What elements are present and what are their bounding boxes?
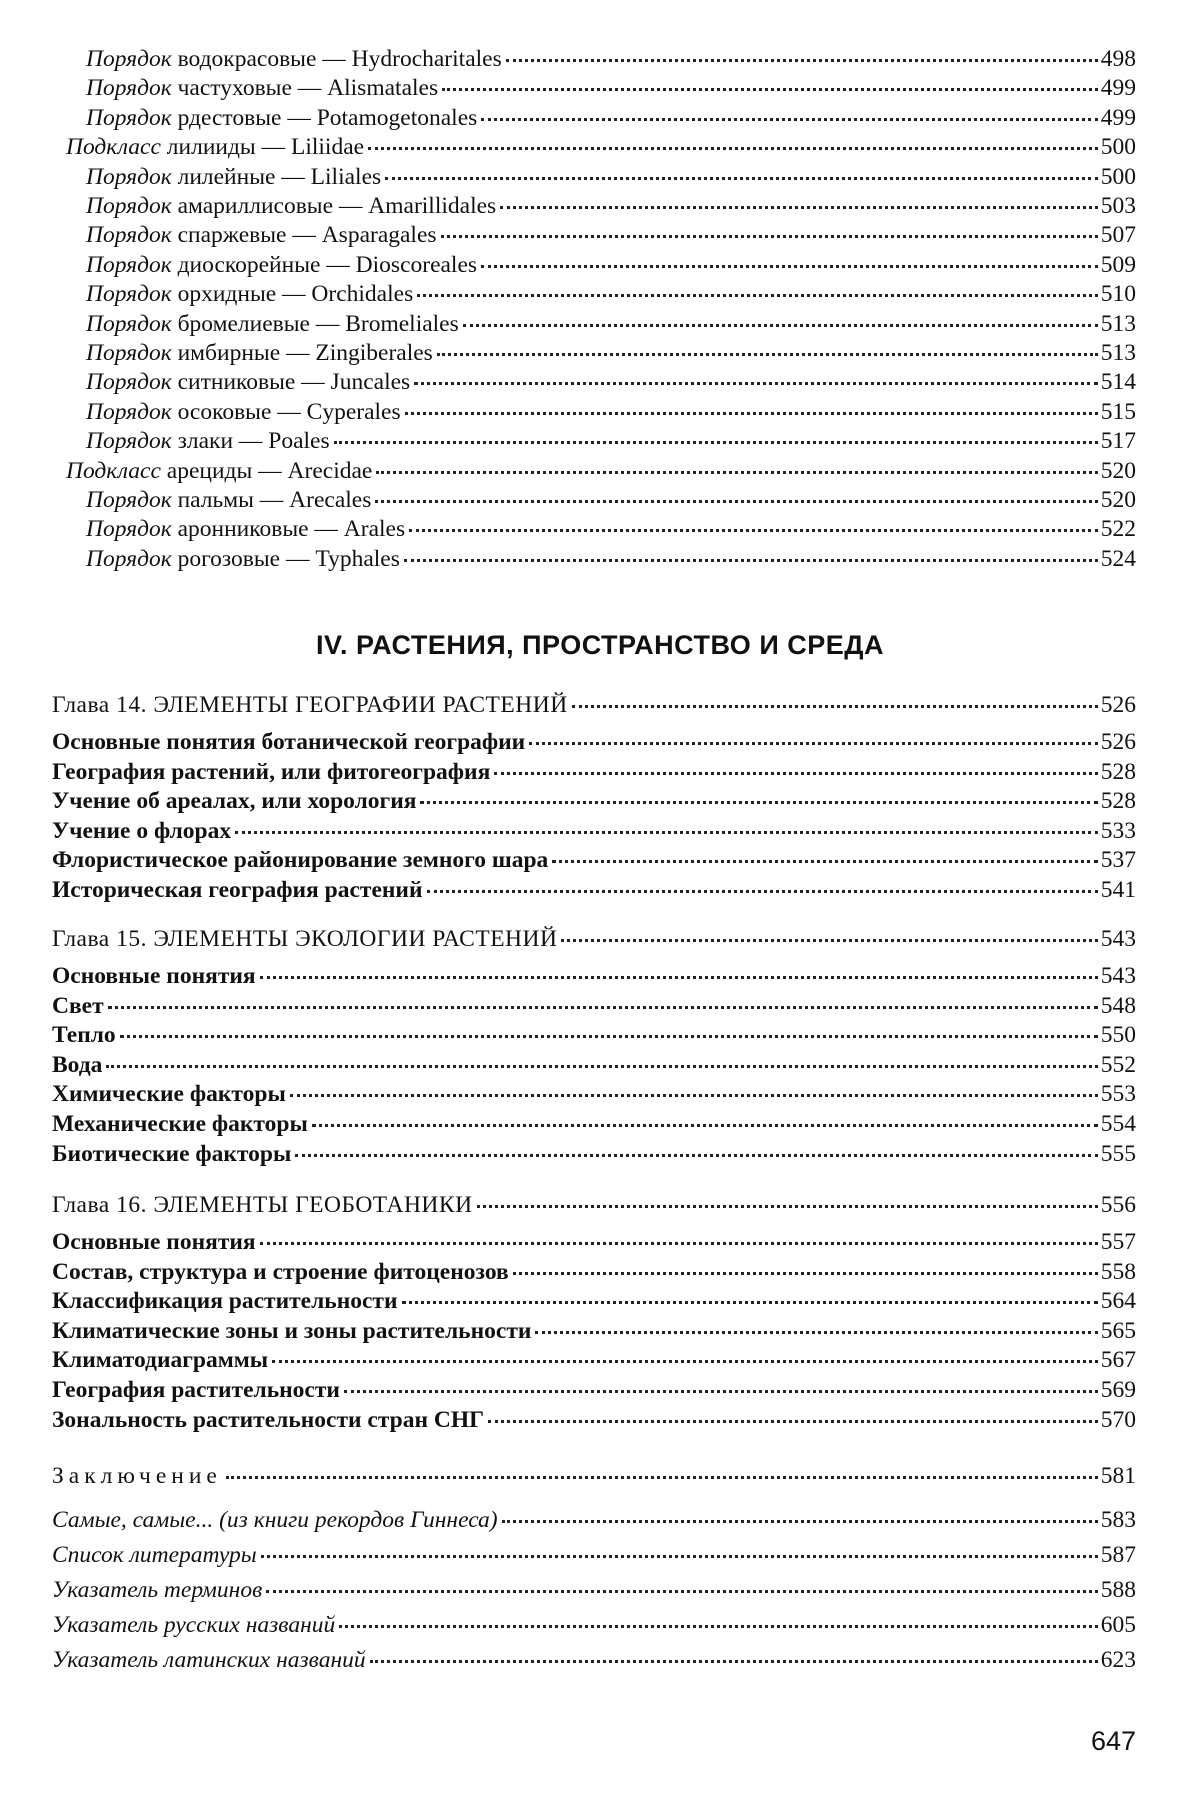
dot-leader — [120, 1034, 1098, 1038]
entry-label: Механические факторы — [52, 1111, 308, 1137]
entry-page-number: 498 — [1100, 46, 1136, 72]
entry-label: Порядок пальмы — Arecales — [86, 487, 372, 513]
entry-label: Классификация растительности — [52, 1288, 398, 1315]
toc-entry-taxon — [86, 514, 1136, 544]
dot-leader — [409, 528, 1098, 532]
dot-leader — [375, 499, 1097, 503]
entry-label: Глава 15. ЭЛЕМЕНТЫ ЭКОЛОГИИ РАСТЕНИЙ — [52, 926, 558, 952]
rank-prefix: Порядок — [86, 46, 172, 72]
entry-page-number: 565 — [1100, 1317, 1136, 1344]
entry-page-number: 524 — [1100, 545, 1136, 572]
entry-label: Свет — [52, 992, 104, 1019]
entry-label: Учение о флорах — [52, 817, 232, 844]
entry-page-number: 526 — [1100, 729, 1136, 755]
toc-entry-section — [52, 1405, 1136, 1435]
dot-leader — [427, 889, 1098, 893]
entry-label: Климатические зоны и зоны растительности — [52, 1317, 532, 1344]
entry-label: Тепло — [52, 1022, 116, 1049]
entry-page-number: 500 — [1100, 163, 1136, 190]
entry-label: Порядок амариллисовые — Amarillidales — [86, 193, 497, 219]
entry-page-number: 555 — [1100, 1140, 1136, 1167]
entry-page-number: 513 — [1100, 340, 1136, 366]
entry-page-number: 558 — [1100, 1258, 1136, 1285]
dot-leader — [226, 1475, 1098, 1479]
entry-page-number: 526 — [1100, 692, 1136, 718]
toc-entry-section — [52, 845, 1136, 875]
toc-entry-section — [52, 991, 1136, 1021]
toc-entry-section — [52, 1345, 1136, 1375]
dot-leader — [506, 58, 1098, 62]
toc-entry-taxon — [86, 162, 1136, 192]
toc-entry-section — [52, 1139, 1136, 1169]
rank-prefix: Порядок — [86, 340, 172, 366]
entry-label: Порядок диоскорейные — Dioscoreales — [86, 251, 478, 278]
entry-page-number: 500 — [1100, 134, 1136, 161]
part-title: IV. РАСТЕНИЯ, ПРОСТРАНСТВО И СРЕДА — [316, 630, 884, 660]
entry-page-number: 583 — [1100, 1507, 1136, 1533]
dot-leader — [463, 323, 1098, 327]
dot-leader — [529, 741, 1098, 745]
entry-label: Порядок рдестовые — Potamogetonales — [86, 104, 478, 131]
toc-entry-section — [52, 1227, 1136, 1257]
entry-page-number: 587 — [1100, 1542, 1136, 1568]
toc-entry-taxon — [86, 73, 1136, 103]
toc-entry-taxon — [86, 250, 1136, 280]
rank-prefix: Порядок — [86, 545, 172, 572]
entry-label: Вода — [52, 1051, 103, 1078]
toc-entry-taxon — [86, 220, 1136, 250]
toc-entry-taxon — [86, 279, 1136, 309]
entry-page-number: 554 — [1100, 1111, 1136, 1137]
rank-prefix: Порядок — [86, 281, 172, 308]
toc-entry-back-matter — [52, 1575, 1136, 1605]
toc-entry-section — [52, 1050, 1136, 1080]
toc-entry-back-matter — [52, 1610, 1136, 1640]
entry-page-number: 513 — [1100, 310, 1136, 337]
dot-leader — [261, 1554, 1098, 1558]
dot-leader — [494, 771, 1097, 775]
rank-prefix: Порядок — [86, 251, 172, 278]
toc-entry-section — [52, 1375, 1136, 1405]
toc-entry-taxon — [86, 544, 1136, 574]
dot-leader — [405, 411, 1098, 415]
rank-prefix: Порядок — [86, 193, 172, 219]
entry-label: Флористическое районирование земного шара — [52, 847, 549, 874]
dot-leader — [502, 1519, 1098, 1523]
dot-leader — [272, 1359, 1098, 1363]
entry-page-number: 522 — [1100, 516, 1136, 543]
dot-leader — [441, 234, 1098, 238]
rank-prefix: Подкласс — [66, 134, 161, 161]
toc-entry-taxon — [86, 485, 1136, 515]
dot-leader — [295, 1153, 1097, 1157]
entry-page-number: 605 — [1100, 1612, 1136, 1638]
dot-leader — [561, 938, 1097, 942]
toc-entry-section — [52, 757, 1136, 787]
dot-leader — [376, 470, 1097, 474]
entry-label: Зональность растительности стран СНГ — [52, 1406, 485, 1433]
entry-label: Основные понятия — [52, 1229, 256, 1255]
entry-page-number: 543 — [1100, 926, 1136, 952]
entry-label: Порядок водокрасовые — Hydrocharitales — [86, 46, 502, 72]
entry-label: Указатель латинских названий — [52, 1647, 366, 1673]
dot-leader — [344, 1389, 1098, 1393]
entry-page-number: 537 — [1100, 847, 1136, 874]
entry-page-number: 550 — [1100, 1022, 1136, 1049]
entry-label: География растений, или фитогеография — [52, 758, 491, 785]
entry-page-number: 588 — [1100, 1577, 1136, 1603]
toc-entry-chapter — [52, 924, 1136, 954]
entry-page-number: 528 — [1100, 788, 1136, 815]
toc-entry-taxon — [86, 103, 1136, 133]
dot-leader — [339, 1624, 1098, 1628]
entry-page-number: 567 — [1100, 1347, 1136, 1374]
dot-leader — [513, 1271, 1098, 1275]
dot-leader — [404, 558, 1098, 562]
toc-entry-chapter — [52, 1190, 1136, 1220]
dot-leader — [385, 176, 1098, 180]
entry-page-number: 556 — [1100, 1192, 1136, 1218]
toc-entry-section — [52, 961, 1136, 991]
rank-prefix: Порядок — [86, 163, 172, 190]
toc-entry-section — [52, 727, 1136, 757]
entry-label: Глава 14. ЭЛЕМЕНТЫ ГЕОГРАФИИ РАСТЕНИЙ — [52, 692, 568, 718]
dot-leader — [235, 830, 1098, 834]
dot-leader — [368, 146, 1098, 150]
entry-page-number: 503 — [1100, 193, 1136, 219]
entry-label: Порядок осоковые — Cyperales — [86, 398, 401, 425]
toc-entry-section — [52, 1316, 1136, 1346]
toc-entry-taxon — [86, 367, 1136, 397]
entry-label: Список литературы — [52, 1542, 257, 1568]
dot-leader — [420, 800, 1097, 804]
dot-leader — [442, 87, 1098, 91]
dot-leader — [572, 704, 1098, 708]
toc-entry-section — [52, 875, 1136, 905]
entry-label: Порядок спаржевые — Asparagales — [86, 222, 437, 249]
dot-leader — [312, 1123, 1098, 1127]
entry-label: Порядок рогозовые — Typhales — [86, 545, 400, 572]
entry-label: Подкласс арециды — Arecidae — [66, 457, 373, 484]
entry-page-number: 543 — [1100, 963, 1136, 989]
toc-entry-back-matter — [52, 1645, 1136, 1675]
entry-label: Подкласс лилииды — Liliidae — [66, 134, 365, 161]
entry-page-number: 507 — [1100, 222, 1136, 249]
entry-label: Порядок имбирные — Zingiberales — [86, 340, 433, 366]
entry-label: Порядок частуховые — Alismatales — [86, 75, 439, 102]
entry-page-number: 499 — [1100, 75, 1136, 102]
entry-label: Глава 16. ЭЛЕМЕНТЫ ГЕОБОТАНИКИ — [52, 1192, 473, 1218]
entry-page-number: 528 — [1100, 758, 1136, 785]
entry-label: География растительности — [52, 1377, 340, 1403]
entry-label: Заключение — [52, 1463, 222, 1489]
rank-prefix: Порядок — [86, 310, 172, 337]
entry-page-number: 514 — [1100, 369, 1136, 396]
dot-leader — [402, 1300, 1098, 1304]
dot-leader — [437, 352, 1098, 356]
toc-entry-back-matter — [52, 1505, 1136, 1535]
dot-leader — [414, 381, 1098, 385]
dot-leader — [477, 1204, 1098, 1208]
toc-entry-taxon — [86, 397, 1136, 427]
dot-leader — [488, 1419, 1098, 1423]
entry-label: Порядок бромелиевые — Bromeliales — [86, 310, 459, 337]
entry-label: Порядок лилейные — Liliales — [86, 163, 382, 190]
dot-leader — [370, 1659, 1098, 1663]
dot-leader — [260, 975, 1098, 979]
dot-leader — [106, 1064, 1097, 1068]
entry-page-number: 520 — [1100, 457, 1136, 484]
dot-leader — [481, 264, 1098, 268]
dot-leader — [334, 440, 1098, 444]
toc-entry-section — [52, 1257, 1136, 1287]
dot-leader — [417, 293, 1098, 297]
toc-entry-section — [52, 1109, 1136, 1139]
entry-page-number: 515 — [1100, 398, 1136, 425]
entry-page-number: 569 — [1100, 1377, 1136, 1403]
entry-label: Порядок злаки — Poales — [86, 428, 330, 455]
entry-label: Биотические факторы — [52, 1140, 292, 1167]
entry-label: Указатель русских названий — [52, 1612, 336, 1638]
toc-entry-section — [52, 786, 1136, 816]
entry-label: Учение об ареалах, или хорология — [52, 788, 417, 815]
toc-entry-chapter — [52, 690, 1136, 720]
entry-page-number: 499 — [1100, 104, 1136, 131]
entry-label: Основные понятия ботанической географии — [52, 729, 526, 755]
entry-label: Состав, структура и строение фитоценозов — [52, 1258, 509, 1285]
entry-page-number: 557 — [1100, 1229, 1136, 1255]
dot-leader — [260, 1241, 1098, 1245]
entry-label: Порядок ситниковые — Juncales — [86, 369, 411, 396]
dot-leader — [500, 205, 1098, 209]
toc-entry-taxon — [86, 191, 1136, 221]
toc-entry-section — [52, 1020, 1136, 1050]
rank-prefix: Порядок — [86, 75, 172, 102]
entry-page-number: 510 — [1100, 281, 1136, 308]
entry-label: Указатель терминов — [52, 1577, 263, 1603]
toc-entry-taxon — [66, 456, 1136, 486]
entry-page-number: 564 — [1100, 1288, 1136, 1315]
rank-prefix: Порядок — [86, 487, 172, 513]
toc-entry-taxon — [86, 309, 1136, 339]
dot-leader — [108, 1005, 1098, 1009]
rank-prefix: Порядок — [86, 516, 172, 543]
toc-entry-section — [52, 816, 1136, 846]
entry-page-number: 520 — [1100, 487, 1136, 513]
toc-entry-taxon — [66, 132, 1136, 162]
toc-entry-section — [52, 1286, 1136, 1316]
entry-page-number: 623 — [1100, 1647, 1136, 1673]
dot-leader — [266, 1589, 1097, 1593]
toc-entry-section — [52, 1079, 1136, 1109]
entry-label: Порядок орхидные — Orchidales — [86, 281, 414, 308]
page-number: 647 — [1090, 1726, 1136, 1756]
entry-label: Порядок аронниковые — Arales — [86, 516, 406, 543]
rank-prefix: Порядок — [86, 398, 172, 425]
entry-page-number: 581 — [1100, 1463, 1136, 1489]
entry-page-number: 533 — [1100, 817, 1136, 844]
dot-leader — [535, 1330, 1097, 1334]
rank-prefix: Порядок — [86, 104, 172, 131]
entry-page-number: 509 — [1100, 251, 1136, 278]
dot-leader — [481, 117, 1097, 121]
entry-page-number: 552 — [1100, 1051, 1136, 1078]
toc-entry-taxon — [86, 338, 1136, 368]
dot-leader — [552, 859, 1097, 863]
entry-label: Самые, самые... (из книги рекордов Гиннеса) — [52, 1507, 498, 1533]
entry-label: Химические факторы — [52, 1081, 286, 1108]
entry-page-number: 548 — [1100, 992, 1136, 1019]
entry-label: Историческая география растений — [52, 877, 423, 903]
rank-prefix: Порядок — [86, 369, 172, 396]
rank-prefix: Порядок — [86, 222, 172, 249]
entry-page-number: 570 — [1100, 1406, 1136, 1433]
toc-entry-taxon — [86, 426, 1136, 456]
toc-entry-conclusion — [52, 1461, 1136, 1491]
dot-leader — [290, 1093, 1098, 1097]
toc-entry-back-matter — [52, 1540, 1136, 1570]
entry-page-number: 541 — [1100, 877, 1136, 903]
entry-label: Основные понятия — [52, 963, 256, 989]
toc-entry-taxon — [86, 44, 1136, 74]
rank-prefix: Порядок — [86, 428, 172, 455]
rank-prefix: Подкласс — [66, 457, 161, 484]
entry-page-number: 553 — [1100, 1081, 1136, 1108]
entry-label: Климатодиаграммы — [52, 1347, 269, 1374]
entry-page-number: 517 — [1100, 428, 1136, 455]
